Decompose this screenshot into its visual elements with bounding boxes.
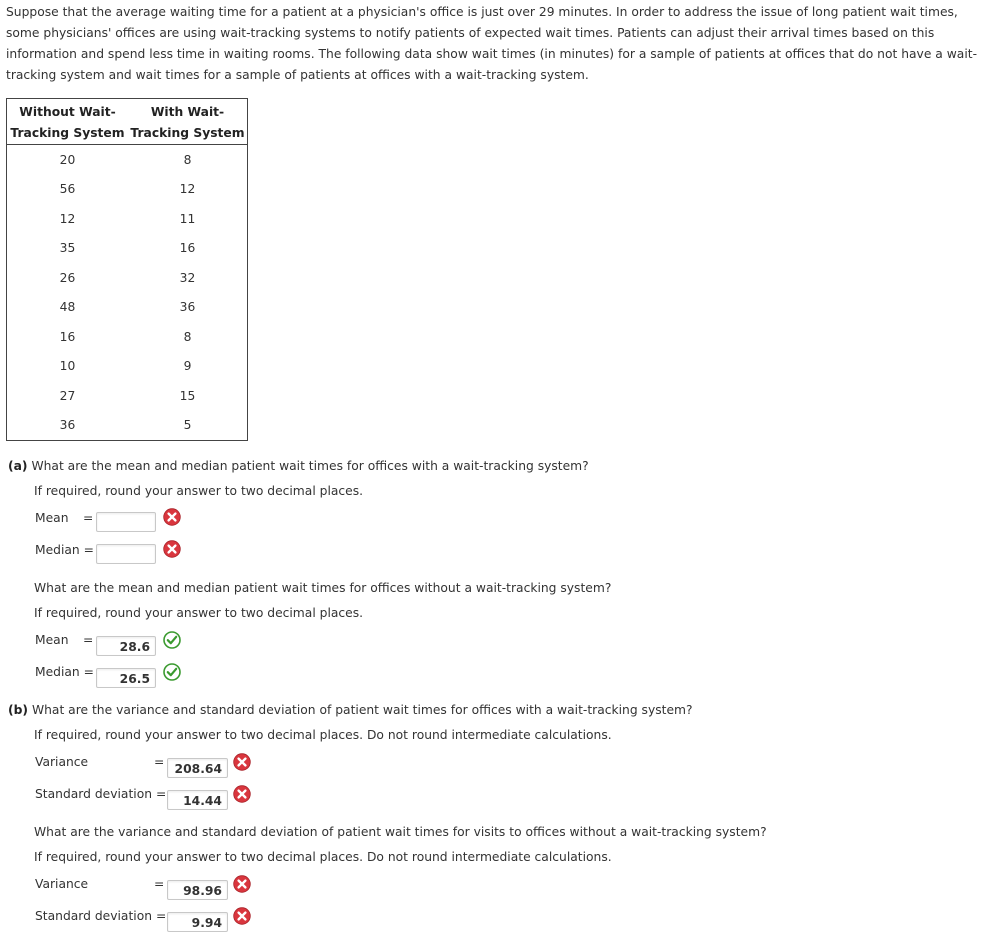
variance-label: Variance [35, 877, 89, 891]
cell-with: 8 [183, 152, 192, 167]
sd-label: Standard deviation = [35, 909, 167, 923]
cell-with: 12 [179, 182, 196, 197]
mean-label: Mean [35, 511, 69, 525]
equals-sign: = [154, 755, 165, 769]
cell-with: 8 [183, 329, 192, 344]
cell-without: 56 [59, 182, 76, 197]
cell-with: 11 [179, 211, 196, 226]
part-b-question-2: What are the variance and standard deviation of patient wait times for visits to offices without a wait-tracking system? [34, 825, 767, 839]
cell-with: 15 [179, 388, 196, 403]
median-label: Median = [35, 543, 94, 557]
sd-label: Standard deviation = [35, 787, 167, 801]
incorrect-x-icon [163, 540, 181, 558]
table-row [7, 145, 248, 175]
mean-label: Mean [35, 633, 69, 647]
without-sd-input[interactable]: 9.94 [167, 912, 228, 932]
part-b-round-note: If required, round your answer to two decimal places. Do not round intermediate calculations. [34, 728, 612, 742]
part-b-question: (b) What are the variance and standard deviation of patient wait times for offices with a wait-tracking system? [8, 703, 693, 717]
cell-with: 16 [179, 241, 196, 256]
correct-check-icon [163, 631, 181, 649]
median-label: Median = [35, 665, 94, 679]
with-variance-input[interactable]: 208.64 [167, 758, 228, 778]
col-header-with: With Wait- Tracking System [128, 99, 248, 145]
cell-with: 5 [183, 418, 192, 433]
variance-label: Variance [35, 755, 89, 769]
incorrect-x-icon [163, 508, 181, 526]
part-a-question-2: What are the mean and median patient wait times for offices without a wait-tracking system? [34, 581, 612, 595]
table-row [7, 175, 248, 204]
part-a-question: (a) What are the mean and median patient wait times for offices with a wait-tracking system? [8, 459, 589, 473]
equals-sign: = [154, 877, 165, 891]
cell-with: 32 [179, 270, 196, 285]
table-row [7, 410, 248, 440]
cell-without: 27 [59, 388, 76, 403]
table-row [7, 204, 248, 233]
without-median-input[interactable]: 26.5 [96, 668, 156, 688]
table-row [7, 351, 248, 380]
problem-intro: Suppose that the average waiting time for a patient at a physician's office is just over 29 minutes. In order to address the issue of long patient wait times, some physicians' offices are using wait-tracking systems to notify patients of expected wait times. Patients can adjust their arrival times based on this information and spend less time in waiting rooms. The following data show wait times (in minutes) for a sample of patients at offices that do not have a wait-tracking system and wait times for a sample of patients at offices with a wait-tracking system. [6, 5, 978, 82]
incorrect-x-icon [233, 753, 251, 771]
with-sd-input[interactable]: 14.44 [167, 790, 228, 810]
with-median-input[interactable] [96, 544, 156, 564]
table-row [7, 322, 248, 351]
cell-without: 10 [59, 359, 76, 374]
equals-sign: = [83, 633, 94, 647]
without-variance-input[interactable]: 98.96 [167, 880, 228, 900]
cell-without: 48 [59, 300, 76, 315]
part-a-round-note: If required, round your answer to two decimal places. [34, 484, 364, 498]
table-row [7, 381, 248, 410]
wait-times-table [6, 98, 248, 441]
part-b-round-note-2: If required, round your answer to two decimal places. Do not round intermediate calculations. [34, 850, 612, 864]
cell-with: 36 [179, 300, 196, 315]
with-mean-input[interactable] [96, 512, 156, 532]
cell-without: 20 [59, 152, 76, 167]
correct-check-icon [163, 663, 181, 681]
incorrect-x-icon [233, 785, 251, 803]
incorrect-x-icon [233, 907, 251, 925]
cell-without: 36 [59, 418, 76, 433]
equals-sign: = [83, 511, 94, 525]
table-row [7, 233, 248, 262]
part-a-round-note-2: If required, round your answer to two decimal places. [34, 606, 364, 620]
part-b-tag: (b) [8, 703, 29, 717]
cell-without: 35 [59, 241, 76, 256]
cell-without: 12 [59, 211, 76, 226]
cell-without: 26 [59, 270, 76, 285]
cell-without: 16 [59, 329, 76, 344]
table-row [7, 263, 248, 292]
without-mean-input[interactable]: 28.6 [96, 636, 156, 656]
table-row [7, 292, 248, 321]
part-a-tag: (a) [8, 459, 28, 473]
incorrect-x-icon [233, 875, 251, 893]
col-header-without: Without Wait- Tracking System [7, 99, 129, 145]
cell-with: 9 [183, 359, 192, 374]
